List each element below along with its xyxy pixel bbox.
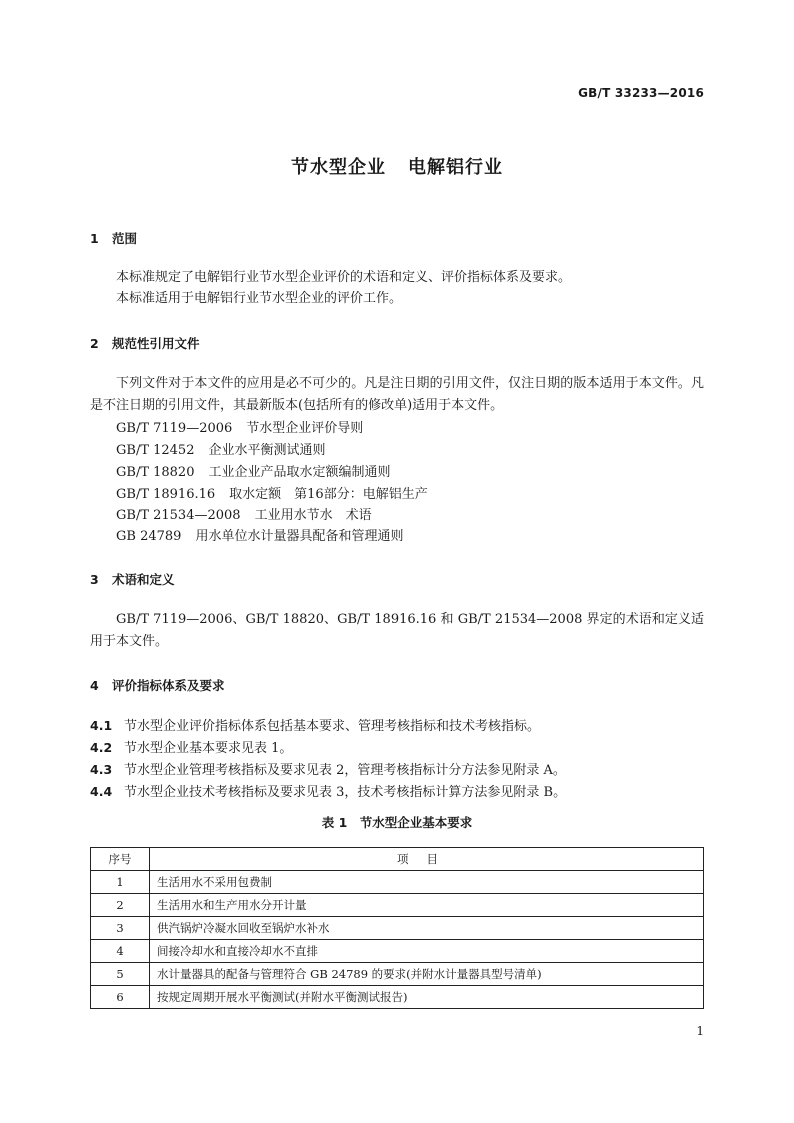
reference-title: 用水单位水计量器具配备和管理通则	[195, 529, 404, 544]
reference-code: GB/T 21534—2008	[116, 508, 241, 523]
row-index: 6	[91, 986, 150, 1009]
section-number: 2	[90, 336, 99, 351]
title-part-2: 电解铝行业	[408, 157, 503, 178]
requirement-item	[90, 759, 566, 778]
clause-text: 节水型企业管理考核指标及要求见表 2，管理考核指标计分方法参见附录 A。	[124, 763, 566, 778]
table-row	[91, 917, 704, 940]
reference-item	[116, 525, 403, 544]
section-number: 4	[90, 678, 99, 693]
reference-code: GB/T 7119—2006	[116, 421, 233, 436]
references-intro: 下列文件对于本文件的应用是必不可少的。凡是注日期的引用文件，仅注日期的版本适用于本文件。凡是不注日期的引用文件，其最新版本(包括所有的修改单)适用于本文件。	[90, 376, 704, 413]
section-title: 规范性引用文件	[112, 336, 200, 351]
clause-text: 节水型企业基本要求见表 1。	[124, 741, 293, 756]
column-header-item: 项目	[150, 848, 704, 871]
reference-code: GB/T 18820	[116, 465, 195, 480]
table-row	[91, 986, 704, 1009]
section-title: 评价指标体系及要求	[112, 678, 225, 693]
reference-item	[116, 483, 428, 502]
table-caption: 表 1 节水型企业基本要求	[321, 815, 473, 830]
section-number: 1	[90, 231, 99, 246]
row-index: 1	[91, 871, 150, 894]
reference-title: 节水型企业评价导则	[246, 421, 364, 436]
table-row	[91, 963, 704, 986]
section-heading-evaluation	[90, 676, 225, 694]
scope-paragraph-2: 本标准适用于电解铝行业节水型企业的评价工作。	[116, 291, 403, 306]
clause-text: 节水型企业技术考核指标及要求见表 3，技术考核指标计算方法参见附录 B。	[124, 785, 567, 800]
row-item: 按规定周期开展水平衡测试(并附水平衡测试报告)	[150, 986, 704, 1009]
section-number: 3	[90, 572, 99, 587]
row-item: 生活用水和生产用水分开计量	[150, 894, 704, 917]
reference-item	[116, 439, 326, 458]
row-item: 供汽锅炉冷凝水回收至锅炉水补水	[150, 917, 704, 940]
clause-number: 4.4	[90, 784, 113, 799]
row-item: 间接冷却水和直接冷却水不直排	[150, 940, 704, 963]
section-title: 范围	[112, 231, 138, 246]
row-index: 2	[91, 894, 150, 917]
scope-paragraph-1: 本标准规定了电解铝行业节水型企业评价的术语和定义、评价指标体系及要求。	[116, 270, 572, 285]
section-title: 术语和定义	[112, 572, 175, 587]
row-item: 水计量器具的配备与管理符合 GB 24789 的要求(并附水计量器具型号清单)	[150, 963, 704, 986]
requirement-item	[90, 781, 566, 800]
reference-code: GB/T 12452	[116, 443, 195, 458]
reference-title: 工业企业产品取水定额编制通则	[208, 465, 391, 480]
section-heading-terms	[90, 570, 175, 588]
row-index: 5	[91, 963, 150, 986]
table-row	[91, 894, 704, 917]
standard-code: GB/T 33233—2016	[578, 86, 704, 100]
reference-item	[116, 461, 391, 480]
title-part-1: 节水型企业	[291, 157, 386, 178]
page-title	[0, 153, 794, 179]
clause-text: 节水型企业评价指标体系包括基本要求、管理考核指标和技术考核指标。	[124, 719, 541, 734]
table-header-row	[91, 848, 704, 871]
column-header-index: 序号	[91, 848, 150, 871]
page-number: 1	[696, 1024, 704, 1038]
reference-code: GB/T 18916.16	[116, 487, 216, 502]
row-item: 生活用水不采用包费制	[150, 871, 704, 894]
requirement-item	[90, 737, 292, 756]
table-row	[91, 940, 704, 963]
row-index: 3	[91, 917, 150, 940]
terms-paragraph: GB/T 7119—2006、GB/T 18820、GB/T 18916.16 和 GB/T 21534—2008 界定的术语和定义适用于本文件。	[90, 612, 704, 649]
section-heading-scope	[90, 229, 137, 247]
reference-title: 工业用水节水 术语	[254, 508, 372, 523]
clause-number: 4.2	[90, 740, 113, 755]
requirement-item	[90, 715, 540, 734]
row-index: 4	[91, 940, 150, 963]
clause-number: 4.3	[90, 762, 113, 777]
basic-requirements-table	[90, 847, 704, 1009]
section-heading-references	[90, 334, 200, 352]
reference-title: 企业水平衡测试通则	[208, 443, 326, 458]
reference-item	[116, 417, 363, 436]
reference-title: 取水定额 第16部分：电解铝生产	[229, 487, 428, 502]
reference-code: GB 24789	[116, 529, 182, 544]
clause-number: 4.1	[90, 718, 113, 733]
table-row	[91, 871, 704, 894]
reference-item	[116, 504, 372, 523]
